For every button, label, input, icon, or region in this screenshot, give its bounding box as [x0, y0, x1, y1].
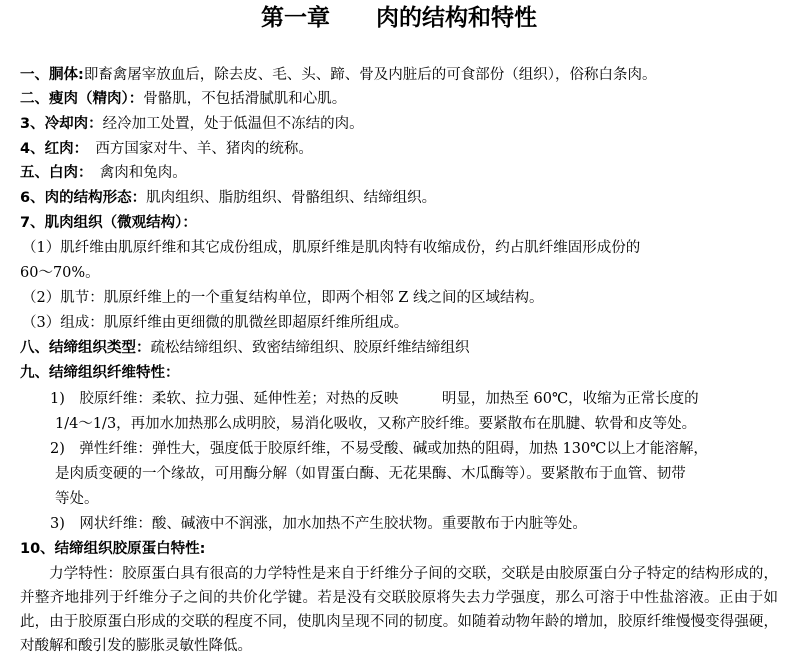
collagen-heading [20, 539, 205, 559]
definition-muscle-tissue [20, 213, 197, 233]
heading-label: 九、结缔组织纤维特性： [20, 365, 180, 381]
term-text: 西方国家对牛、羊、猪肉的统称。 [80, 141, 313, 157]
term-label: 6、肉的结构形态： [20, 190, 147, 206]
term-label: 7、肌肉组织（微观结构）： [20, 215, 197, 231]
fiber-elastic-line-1: 2) 弹性纤维：弹性大，强度低于胶原纤维，不易受酸、碱或加热的阻碍，加热 130℃以上才能溶解， [50, 441, 708, 457]
muscle-item-3: （3）组成：肌原纤维由更细微的肌微丝即超原纤维所组成。 [22, 315, 409, 331]
fiber-elastic-line-3: 等处。 [55, 491, 99, 507]
term-text: 经冷加工处置，处于低温但不冻结的肉。 [102, 116, 364, 132]
definition-meat-structure [20, 188, 436, 208]
term-label: 一、胴体: [20, 67, 84, 83]
definition-red-meat [20, 139, 313, 159]
term-text: 疏松结缔组织、致密结缔组织、胶原纤维结缔组织 [150, 340, 470, 356]
term-label: 二、瘦肉（精肉）： [20, 91, 144, 107]
muscle-item-2: （2）肌节：肌原纤维上的一个重复结构单位，即两个相邻 Z 线之间的区域结构。 [22, 290, 544, 306]
term-label: 3、冷却肉： [20, 116, 103, 132]
muscle-item-1: （1）肌纤维由肌原纤维和其它成份组成，肌原纤维是肌肉特有收缩成份，约占肌纤维固形成份的 [22, 240, 641, 256]
heading-label: 10、结缔组织胶原蛋白特性: [20, 541, 206, 557]
term-label: 五、白肉： [20, 165, 86, 181]
fiber-properties-heading [20, 363, 180, 383]
chapter-title: 第一章 肉的结构和特性 [261, 5, 537, 31]
term-label: 八、结缔组织类型： [20, 340, 151, 356]
term-text: 即畜禽屠宰放血后，除去皮、毛、头、蹄、骨及内脏后的可食部份（组织），俗称白条肉。 [83, 67, 657, 83]
term-text: 肌肉组织、脂肪组织、骨骼组织、结缔组织。 [146, 190, 437, 206]
connective-types [20, 338, 470, 358]
term-label: 4、红肉： [20, 141, 81, 157]
fiber-elastic-line-2: 是肉质变硬的一个缘故，可用酶分解（如胃蛋白酶、无花果酶、木瓜酶等）。要紧散布于血管、韧带 [55, 466, 686, 482]
fiber-reticular-line-1: 3) 网状纤维：酸、碱液中不润涨，加水加热不产生胶状物。重要散布于内脏等处。 [50, 516, 587, 532]
definition-white-meat [20, 163, 187, 183]
muscle-item-1-continued: 60～70%。 [20, 265, 100, 281]
fiber-collagen-line-1: 1) 胶原纤维：柔软、拉力强、延伸性差；对热的反映 明显，加热至 60℃，收缩为正常长度的 [50, 391, 699, 407]
definition-lean-meat [20, 89, 346, 109]
fiber-collagen-line-2: 1/4～1/3，再加水加热那么成明胶，易消化吸收，又称产胶纤维。要紧散布在肌腱、软骨和皮等处。 [55, 416, 697, 432]
term-text: 骨骼肌，不包括滑腻肌和心肌。 [143, 91, 347, 107]
definition-chilled-meat [20, 114, 364, 134]
collagen-paragraph: 力学特性：胶原蛋白具有很高的力学特性是来自于纤维分子间的交联，交联是由胶原蛋白分子特定的结构形成的，并整齐地排列于纤维分子之间的共价化学键。若是没有交联胶原将失去力学强度，那么可溶于中性盐溶液。正由于如此，由于胶原蛋白形成的交联的程度不同，使肌肉呈现不同的韧度。如随着动物年龄的增加，胶原纤维慢慢变得强硬，对酸解和酸引发的膨胀灵敏性降低。 [20, 566, 778, 654]
term-text: 禽肉和兔肉。 [85, 165, 187, 181]
definition-carcass [20, 65, 657, 85]
